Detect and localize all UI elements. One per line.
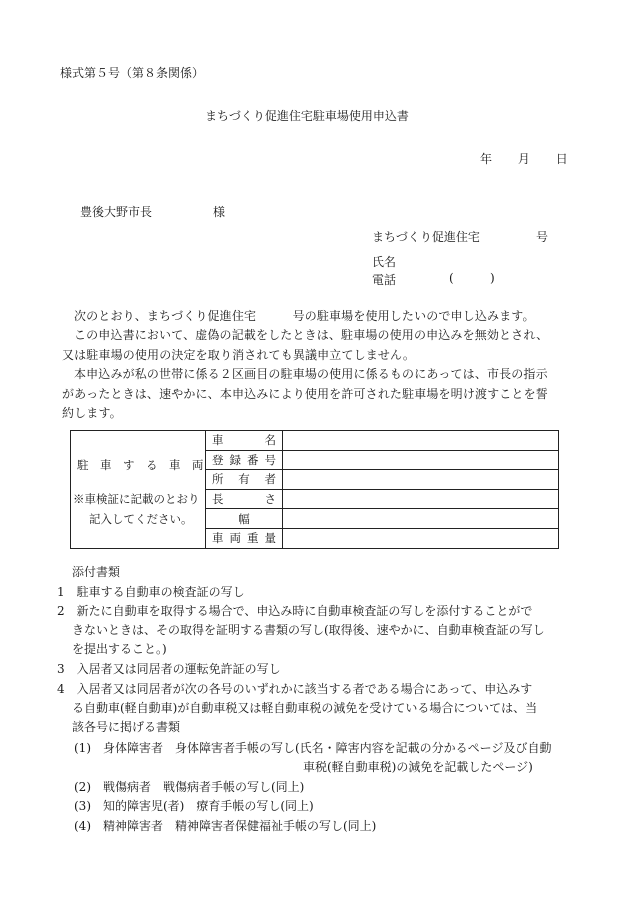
vehicle-table-left-cell [71,431,206,549]
phone-paren-open: ( [449,271,454,285]
attachment-sub-4: (4) 精神障害者 精神障害者保健福祉手帳の写し(同上) [74,819,377,833]
body-p3-line1: 本申込みが私の世帯に係る２区画目の駐車場の使用に係るものにあっては、市長の指示 [74,367,548,381]
body-paragraph-3 [62,365,570,424]
attachment-item-4-line3: 該各号に掲げる書類 [72,720,181,734]
date-line [480,150,568,167]
body-paragraph-2 [62,326,570,365]
attachments-heading: 添付書類 [72,565,121,579]
addressee-name: 豊後大野市長 [80,205,153,219]
applicant-housing-label: まちづくり促進住宅 [372,230,480,244]
attachment-item-2-line1: 2 新たに自動車を取得する場合で、申込み時に自動車検査証の写しを添付することがで [57,604,533,618]
body-paragraph-1 [62,307,570,327]
phone-paren-close: ) [490,271,495,285]
body-p1-line: 次のとおり、まちづくり促進住宅 号の駐車場を使用したいので申し込みます。 [74,309,535,323]
applicant-phone-label: 電話 [372,273,397,287]
attachment-sub-2: (2) 戦傷病者 戦傷病者手帳の写し(同上) [74,780,305,794]
vehicle-note-line1: ※車検証に記載のとおり [73,492,200,506]
body-p3-line2: があったときは、速やかに、本申込みにより使用を許可された駐車場を明け渡すことを誓 [62,386,548,401]
attachment-item-3: 3 入居者又は同居者の運転免許証の写し [57,662,281,676]
date-year-label: 年 [480,152,493,166]
vehicle-table [70,430,559,549]
date-month-label: 月 [517,152,530,166]
body-p2-line2: 又は駐車場の使用の決定を取り消されても異議申立てしません。 [62,347,416,362]
attachment-item-1: 1 駐車する自動車の検査証の写し [57,585,245,599]
vehicle-heading: 駐 車 す る 車 両 [77,458,204,472]
attachment-sub-1-line1: (1) 身体障害者 身体障害者手帳の写し(氏名・障害内容を記載の分かるページ及び自動 [74,741,552,755]
form-number: 様式第５号（第８条関係） [60,66,205,80]
vehicle-note-line2: 記入してください。 [89,512,193,526]
field-value-registration-number[interactable] [283,450,559,470]
body-p2-line1: この申込書において、虚偽の記載をしたときは、駐車場の使用の申込みを無効とされ、 [74,328,549,342]
field-label-vehicle-weight: 車両重量 [206,528,283,548]
field-value-car-name[interactable] [283,431,559,451]
field-value-width[interactable] [283,509,559,529]
attachment-item-2-line2: きないときは、その取得を証明する書類の写し(取得後、速やかに、自動車検査証の写し [72,623,545,637]
date-day-label: 日 [555,152,568,166]
addressee-honorific: 様 [213,205,226,219]
attachment-item-2-line3: を提出すること。) [72,642,167,656]
applicant-name-label: 氏名 [372,255,397,269]
attachment-item-4-line2: る自動車(軽自動車)が自動車税又は軽自動車税の減免を受けている場合については、当 [72,701,538,715]
attachment-sub-1-line2: 車税(軽自動車税)の減免を記載したページ) [303,760,533,774]
field-label-length: 長 さ [206,489,283,509]
field-label-owner: 所 有 者 [206,470,283,490]
field-label-width: 幅 [206,509,283,529]
field-value-vehicle-weight[interactable] [283,528,559,548]
attachment-item-4-line1: 4 入居者又は同居者が次の各号のいずれかに該当する者である場合にあって、申込みす [57,682,533,696]
body-p3-line3: 約します。 [62,406,122,421]
form-title: まちづくり促進住宅駐車場使用申込書 [205,109,409,123]
attachment-sub-3: (3) 知的障害児(者) 療育手帳の写し(同上) [74,799,314,813]
applicant-number-suffix: 号 [536,230,549,244]
field-label-car-name: 車 名 [206,431,283,451]
field-value-length[interactable] [283,489,559,509]
field-value-owner[interactable] [283,470,559,490]
field-label-registration-number: 登録番号 [206,450,283,470]
